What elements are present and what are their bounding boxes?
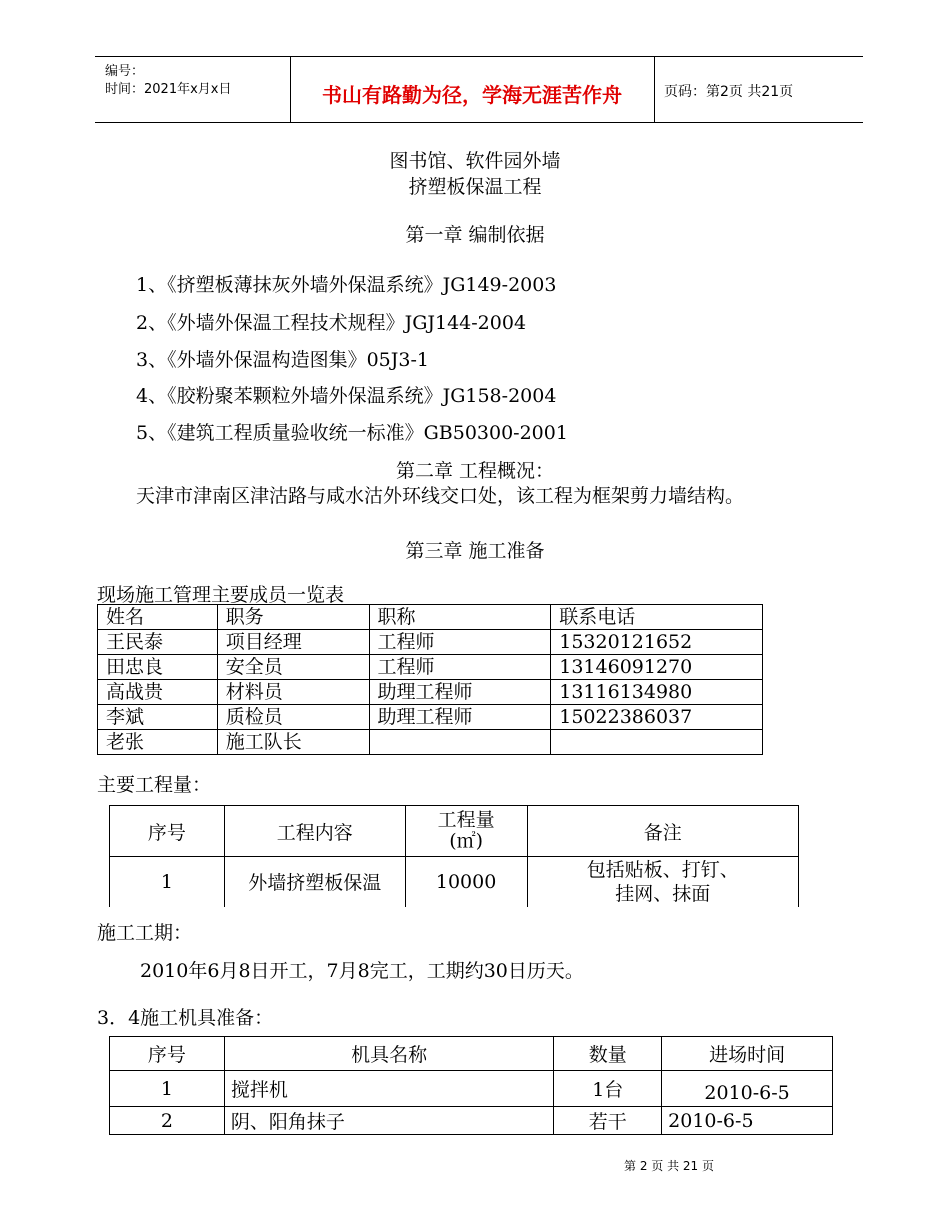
table-cell: 外墙挤塑板保温 (224, 857, 405, 907)
table-cell: 助理工程师 (369, 705, 551, 730)
chapter2-heading: 第二章 工程概况： (395, 460, 555, 482)
table-row (110, 1071, 833, 1107)
table-cell: 工程师 (369, 630, 551, 655)
equipment-table-caption: 3．4施工机具准备： (97, 1007, 274, 1029)
column-header: 职称 (369, 605, 551, 630)
table-header-row (98, 605, 763, 630)
table-cell: 15022386037 (551, 705, 763, 730)
equipment-table (109, 1036, 833, 1135)
table-cell: 1台 (554, 1071, 662, 1107)
table-cell: 13146091270 (551, 655, 763, 680)
table-row (110, 1107, 833, 1135)
table-cell: 施工队长 (217, 730, 369, 755)
header-divider-right (654, 56, 655, 122)
header-bottom-rule (95, 122, 863, 123)
table-cell: 1 (110, 857, 225, 907)
table-cell (551, 730, 763, 755)
staff-table-caption: 现场施工管理主要成员一览表 (97, 584, 345, 606)
schedule-body: 2010年6月8日开工，7月8完工，工期约30日历天。 (140, 960, 584, 982)
table-cell: 包括贴板、打钉、 挂网、抹面 (527, 857, 798, 907)
title-line-2: 挤塑板保温工程 (408, 176, 542, 198)
reference-item: 2、《外墙外保温工程技术规程》JGJ144-2004 (136, 312, 527, 334)
reference-item: 4、《胶粉聚苯颗粒外墙外保温系统》JG158-2004 (136, 385, 557, 407)
reference-item: 1、《挤塑板薄抹灰外墙外保温系统》JG149-2003 (136, 274, 557, 296)
table-cell: 若干 (554, 1107, 662, 1135)
header-number-label: 编号： (105, 64, 145, 79)
table-cell: 1 (110, 1071, 225, 1107)
header-motto: 书山有路勤为径，学海无涯苦作舟 (322, 83, 622, 107)
table-header-row (110, 806, 799, 857)
column-header: 序号 (110, 1037, 225, 1071)
table-cell: 15320121652 (551, 630, 763, 655)
table-cell: 王民泰 (98, 630, 218, 655)
column-header: 备注 (527, 806, 798, 857)
chapter3-heading: 第三章 施工准备 (405, 540, 545, 562)
title-line-1: 图书馆、软件园外墙 (389, 150, 561, 172)
table-row (98, 705, 763, 730)
table-row (110, 857, 799, 907)
column-header: 数量 (554, 1037, 662, 1071)
table-cell: 搅拌机 (224, 1071, 554, 1107)
column-header: 工程量 (㎡) (405, 806, 527, 857)
table-cell: 项目经理 (217, 630, 369, 655)
reference-item: 3、《外墙外保温构造图集》05J3-1 (136, 349, 429, 371)
table-cell: 阴、阳角抹子 (224, 1107, 554, 1135)
table-header-row (110, 1037, 833, 1071)
table-cell: 2010-6-5 (662, 1107, 833, 1135)
chapter2-body: 天津市津南区津沽路与咸水沽外环线交口处，该工程为框架剪力墙结构。 (136, 485, 745, 507)
table-row (98, 680, 763, 705)
footer-page-number: 第 2 页 共 21 页 (624, 1159, 714, 1173)
column-header: 工程内容 (224, 806, 405, 857)
header-top-rule (95, 56, 863, 57)
schedule-caption: 施工工期： (97, 922, 193, 944)
quantity-table (109, 805, 799, 907)
table-cell (369, 730, 551, 755)
column-header: 机具名称 (224, 1037, 554, 1071)
table-cell: 老张 (98, 730, 218, 755)
table-cell: 2 (110, 1107, 225, 1135)
table-cell: 助理工程师 (369, 680, 551, 705)
table-cell: 高战贵 (98, 680, 218, 705)
table-cell: 安全员 (217, 655, 369, 680)
table-cell: 13116134980 (551, 680, 763, 705)
column-header: 职务 (217, 605, 369, 630)
table-cell: 工程师 (369, 655, 551, 680)
table-cell: 质检员 (217, 705, 369, 730)
column-header: 序号 (110, 806, 225, 857)
reference-item: 5、《建筑工程质量验收统一标准》GB50300-2001 (136, 422, 568, 444)
quantity-table-caption: 主要工程量： (97, 774, 212, 796)
table-row (98, 730, 763, 755)
chapter1-heading: 第一章 编制依据 (405, 224, 545, 246)
column-header: 进场时间 (662, 1037, 833, 1071)
table-cell: 田忠良 (98, 655, 218, 680)
column-header: 联系电话 (551, 605, 763, 630)
column-header: 姓名 (98, 605, 218, 630)
table-cell: 10000 (405, 857, 527, 907)
header-page-code: 页码：第2页 共21页 (664, 84, 794, 100)
header-date: 时间：2021年x月x日 (105, 82, 232, 97)
table-cell: 材料员 (217, 680, 369, 705)
table-row (98, 655, 763, 680)
table-row (98, 630, 763, 655)
staff-table (97, 604, 763, 755)
table-cell: 李斌 (98, 705, 218, 730)
table-cell: 2010-6-5 (662, 1071, 833, 1107)
